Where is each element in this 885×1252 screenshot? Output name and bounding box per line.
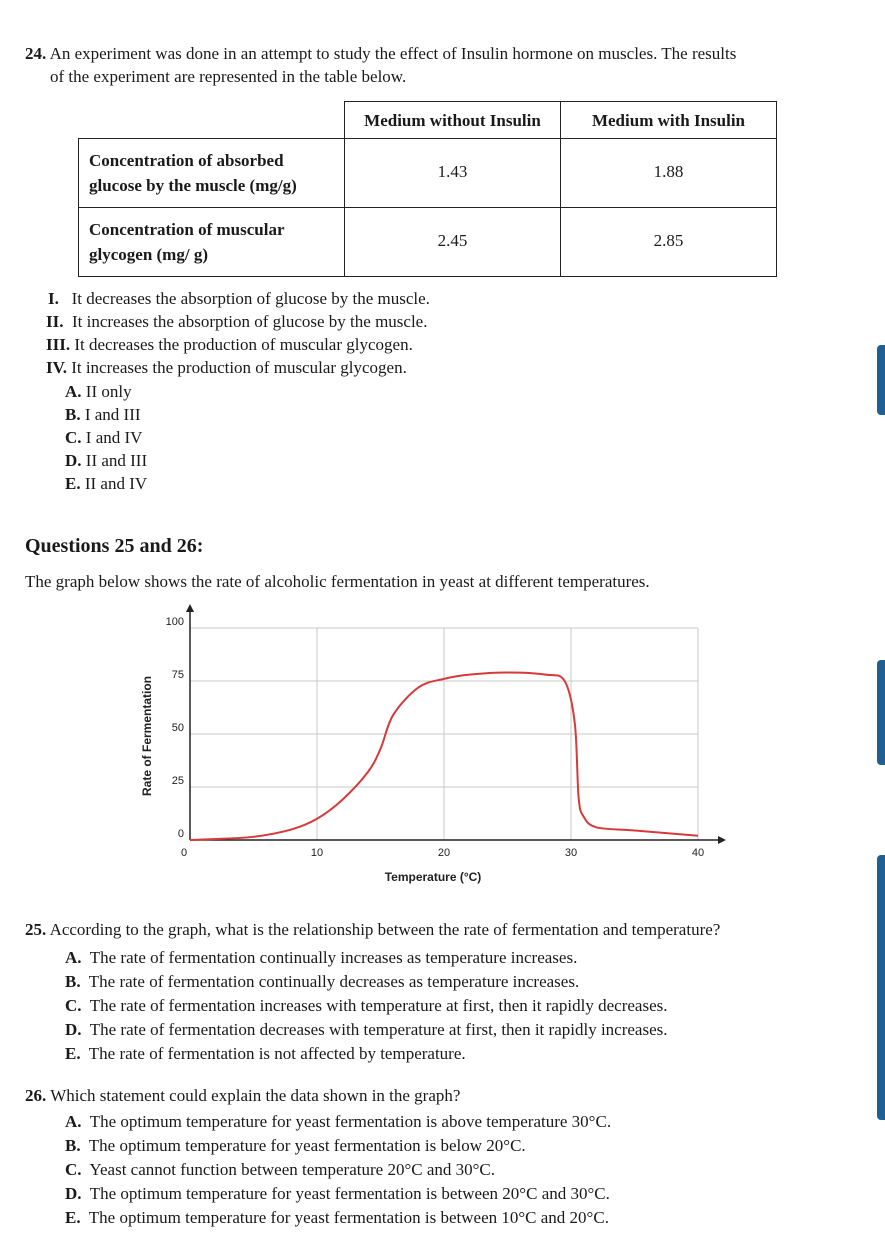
option-text: The optimum temperature for yeast fermentation is below 20°C. bbox=[88, 1136, 526, 1155]
row-label-line: glycogen (mg/ g) bbox=[89, 245, 208, 264]
q24-text-line2: of the experiment are represented in the table below. bbox=[50, 67, 407, 86]
option-letter: C. bbox=[65, 428, 82, 447]
option-text: I and IV bbox=[85, 428, 143, 447]
option-text: The optimum temperature for yeast fermentation is above temperature 30°C. bbox=[89, 1112, 612, 1131]
y-tick-label: 0 bbox=[177, 828, 184, 840]
q26-option-c[interactable] bbox=[65, 1158, 495, 1181]
q26-question bbox=[25, 1084, 460, 1107]
q26-option-a[interactable] bbox=[65, 1110, 611, 1133]
statement-text: It increases the production of muscular glycogen. bbox=[71, 358, 407, 377]
y-tick-label: 75 bbox=[171, 669, 184, 681]
option-text: The rate of fermentation continually decreases as temperature increases. bbox=[88, 972, 580, 991]
option-letter: E. bbox=[65, 1208, 81, 1227]
table-cell: 2.45 bbox=[345, 208, 561, 277]
q24-text-line1: An experiment was done in an attempt to study the effect of Insulin hormone on muscles. The results bbox=[49, 44, 737, 63]
statement-number: I. bbox=[48, 289, 59, 308]
statement bbox=[48, 287, 430, 310]
table-row bbox=[79, 139, 777, 208]
option-letter: A. bbox=[65, 948, 82, 967]
table-header: Medium without Insulin bbox=[345, 102, 561, 139]
table-cell: 2.85 bbox=[561, 208, 777, 277]
side-tab-top bbox=[877, 345, 885, 415]
q25-text: According to the graph, what is the relationship between the rate of fermentation and temperature? bbox=[49, 920, 721, 939]
table-header-row bbox=[79, 102, 777, 139]
option-text: I and III bbox=[84, 405, 141, 424]
q24-option-d[interactable] bbox=[65, 449, 147, 472]
row-label-line: Concentration of muscular bbox=[89, 220, 285, 239]
option-text: II and IV bbox=[84, 474, 148, 493]
q25-option-b[interactable] bbox=[65, 970, 579, 993]
results-table bbox=[78, 101, 777, 277]
q25-option-a[interactable] bbox=[65, 946, 577, 969]
chart-axes bbox=[186, 604, 726, 844]
y-axis-label: Rate of Fermentation bbox=[140, 675, 154, 797]
x-axis-label: Temperature (°C) bbox=[384, 870, 482, 884]
section-heading: Questions 25 and 26: bbox=[25, 535, 204, 557]
statement-number: III. bbox=[46, 335, 71, 354]
option-text: The rate of fermentation increases with temperature at first, then it rapidly decreases. bbox=[89, 996, 668, 1015]
q26-option-e[interactable] bbox=[65, 1206, 609, 1229]
option-letter: C. bbox=[65, 1160, 82, 1179]
q25-number: 25. bbox=[25, 920, 47, 939]
option-letter: A. bbox=[65, 382, 82, 401]
row-label-line: Concentration of absorbed bbox=[89, 151, 284, 170]
statement bbox=[46, 356, 407, 379]
table-cell: 1.88 bbox=[561, 139, 777, 208]
option-letter: D. bbox=[65, 1020, 82, 1039]
y-axis-arrow bbox=[186, 604, 194, 612]
table-row-label bbox=[79, 208, 345, 277]
x-tick-label: 30 bbox=[564, 847, 578, 859]
statement-text: It increases the absorption of glucose by the muscle. bbox=[71, 312, 428, 331]
y-tick-label: 50 bbox=[171, 722, 184, 734]
x-tick-label: 20 bbox=[437, 847, 451, 859]
y-tick-label: 100 bbox=[165, 616, 184, 628]
q24-option-e[interactable] bbox=[65, 472, 147, 495]
statement-number: IV. bbox=[46, 358, 67, 377]
table-row bbox=[79, 208, 777, 277]
y-tick-label: 25 bbox=[171, 775, 184, 787]
q25-option-e[interactable] bbox=[65, 1042, 466, 1065]
option-text: The optimum temperature for yeast fermentation is between 20°C and 30°C. bbox=[89, 1184, 610, 1203]
q24-option-b[interactable] bbox=[65, 403, 141, 426]
option-text: The rate of fermentation is not affected by temperature. bbox=[88, 1044, 466, 1063]
section-intro: The graph below shows the rate of alcoholic fermentation in yeast at different temperatures. bbox=[25, 572, 650, 591]
x-tick-label: 0 bbox=[180, 847, 188, 859]
table-cell: 1.43 bbox=[345, 139, 561, 208]
row-label-line: glucose by the muscle (mg/g) bbox=[89, 176, 297, 195]
q26-option-b[interactable] bbox=[65, 1134, 526, 1157]
option-letter: A. bbox=[65, 1112, 82, 1131]
x-tick-label: 10 bbox=[310, 847, 324, 859]
option-letter: C. bbox=[65, 996, 82, 1015]
chart-grid bbox=[190, 628, 698, 840]
table-row-label bbox=[79, 139, 345, 208]
q25-option-c[interactable] bbox=[65, 994, 668, 1017]
option-letter: D. bbox=[65, 1184, 82, 1203]
option-letter: B. bbox=[65, 1136, 81, 1155]
q26-number: 26. bbox=[25, 1086, 47, 1105]
option-letter: E. bbox=[65, 1044, 81, 1063]
option-text: II and III bbox=[85, 451, 148, 470]
x-tick-label: 40 bbox=[691, 847, 705, 859]
fermentation-chart bbox=[0, 600, 885, 900]
q24-number: 24. bbox=[25, 44, 47, 63]
q26-option-d[interactable] bbox=[65, 1182, 610, 1205]
statement bbox=[46, 333, 413, 356]
statement-text: It decreases the absorption of glucose by the muscle. bbox=[71, 289, 430, 308]
chart-ticks bbox=[166, 616, 704, 859]
q24-line1 bbox=[25, 42, 736, 65]
option-letter: B. bbox=[65, 972, 81, 991]
option-letter: B. bbox=[65, 405, 81, 424]
q25-option-d[interactable] bbox=[65, 1018, 668, 1041]
table-corner-cell bbox=[79, 102, 345, 139]
statement bbox=[46, 310, 427, 333]
option-text: II only bbox=[85, 382, 132, 401]
table-header: Medium with Insulin bbox=[561, 102, 777, 139]
q26-text: Which statement could explain the data shown in the graph? bbox=[50, 1086, 461, 1105]
option-letter: E. bbox=[65, 474, 81, 493]
option-text: Yeast cannot function between temperature 20°C and 30°C. bbox=[89, 1160, 496, 1179]
q24-option-c[interactable] bbox=[65, 426, 142, 449]
q25-question bbox=[25, 918, 720, 941]
option-text: The optimum temperature for yeast fermentation is between 10°C and 20°C. bbox=[88, 1208, 609, 1227]
option-text: The rate of fermentation decreases with temperature at first, then it rapidly increases. bbox=[89, 1020, 668, 1039]
q24-option-a[interactable] bbox=[65, 380, 132, 403]
option-letter: D. bbox=[65, 451, 82, 470]
statement-text: It decreases the production of muscular glycogen. bbox=[74, 335, 413, 354]
x-axis-arrow bbox=[718, 836, 726, 844]
statement-number: II. bbox=[46, 312, 64, 331]
option-text: The rate of fermentation continually increases as temperature increases. bbox=[89, 948, 578, 967]
